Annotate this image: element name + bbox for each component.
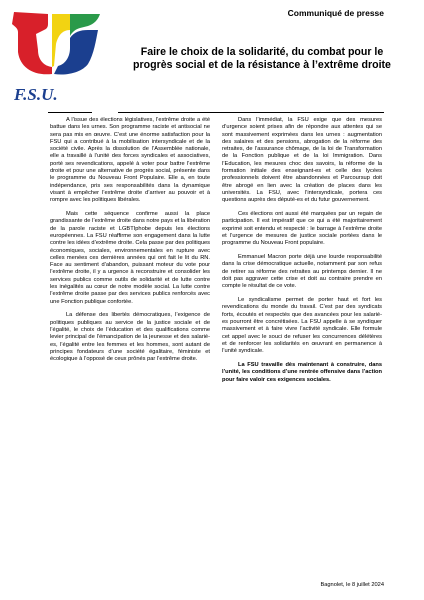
place-and-date: Bagnolet, le 8 juillet 2024: [320, 582, 384, 588]
paragraph: Mais cette séquence confirme aussi la place grandissante de l’extrême droite dans notre pays et la libération de la parole raciste et LGBTIphobe depuis les élections européennes. La FSU réaffirme son engagement dans la lutte contre les idées d’extrême droite. Cela passe par des politiques économiques, sociales, environnementales en rupture avec celles menées ces dernières années qui ont fait le lit du RN. Face au sentiment d’abandon, puissant moteur du vote pour l’extrême droite, il y a urgence à reconstruire et consolider les services publics comme outils de solidarité et de lutte contre les inégalités au cœur de notre modèle social. La lutte contre l’extrême droite passe par des services publics renforcés avec une Fonction publique confortée.: [50, 211, 210, 305]
paragraph: Emmanuel Macron porte déjà une lourde responsabilité dans la crise démocratique actuelle, notamment par son refus de retirer sa réforme des retraites au printemps dernier. Il ne doit pas aggraver cette crise et doit au contraire prendre en compte le résultat de ce vote.: [222, 254, 382, 290]
logo-wordmark: F.S.U.: [14, 85, 58, 104]
paragraph: Ces élections ont aussi été marquées par un regain de participation. Il est impératif que ce qui a été majoritairement exprimé soit entendu et respecté : le barrage à l’extrême droite et l’urgence de mesures de justice sociale portées dans le programme du Nouveau Front populaire.: [222, 211, 382, 247]
right-column: [222, 117, 382, 390]
paragraph: La défense des libertés démocratiques, l’exigence de politiques publiques au service de la justice sociale et de l’égalité, le choix de l’éducation et des qualifications comme levier principal de l’émancipation de la jeunesse et des salarié-es, l’égalité entre les femmes et les hommes, sont autant de principes fondateurs d’une société égalitaire, féministe et écologique à l’opposé de ceux prônés par l’extrême droite.: [50, 312, 210, 363]
divider-left: [48, 112, 92, 113]
title-line-1: Faire le choix de la solidarité, du combat pour le: [140, 46, 384, 58]
paragraph: Dans l’immédiat, la FSU exige que des mesures d’urgence soient prises afin de répondre aux attentes qui se sont massivement exprimées dans les urnes : augmentation des salaires et des pensions, abrogation de la réforme des retraites, de l’assurance chômage, de la loi de Transformation de la Fonction publique et de la loi Immigration. Dans l’Education, les mesures choc des savoirs, la réforme de la formation initiale des enseignant-es et celle des lycées professionnels doivent être abandonnées et Parcoursup doit être abrogé en lien avec la création de places dans les universités. La FSU, avec l’intersyndicale, portera ces questions auprès des député-es et du futur gouvernement.: [222, 117, 382, 204]
divider-right: [118, 112, 384, 113]
left-column: [50, 117, 210, 370]
press-release-title: [112, 46, 412, 72]
logo-blue-shape: [54, 30, 98, 75]
logo-red-shape: [12, 12, 52, 74]
paragraph: A l’issue des élections législatives, l’extrême droite a été battue dans les urnes. Son programme raciste et antisocial ne sera pas mis en œuvre. C’est une énorme satisfaction pour la FSU qui a contribué à la mobilisation intersyndicale et de la société civile. Après la dissolution de l’Assemblée nationale, elle a travaillé à l’unité des forces syndicales et associatives, porté ses revendications, appelé à voter pour battre l’extrême droite et pour une alternative de progrès social, présente dans le programme du Nouveau Front Populaire. Elle a, en toute indépendance, pris ses responsabilités dans la dynamique visant à empêcher l’extrême droite d’arriver au pouvoir et à rompre avec les politiques libérales.: [50, 117, 210, 204]
paragraph: Le syndicalisme permet de porter haut et fort les revendications du monde du travail. C’est par des syndicats forts, écoutés et respectés que des avancées pour les salarié-es pourront être concrétisées. La FSU appelle à se syndiquer massivement et à faire vivre l’activité syndicale. Elle formule cet appel avec le souci de refuser les concurrences délétères et de renforcer les solidarités en œuvrant en permanence à l’unité syndicale.: [222, 297, 382, 355]
fsu-logo: [8, 10, 104, 108]
closing-paragraph: La FSU travaille dès maintenant à construire, dans l’unité, les conditions d’une rentrée offensive dans l’action pour faire valoir ces exigences sociales.: [222, 361, 382, 383]
title-line-2: progrès social et de la résistance à l’extrême droite: [133, 59, 391, 71]
document-type-label: Communiqué de presse: [287, 8, 384, 18]
